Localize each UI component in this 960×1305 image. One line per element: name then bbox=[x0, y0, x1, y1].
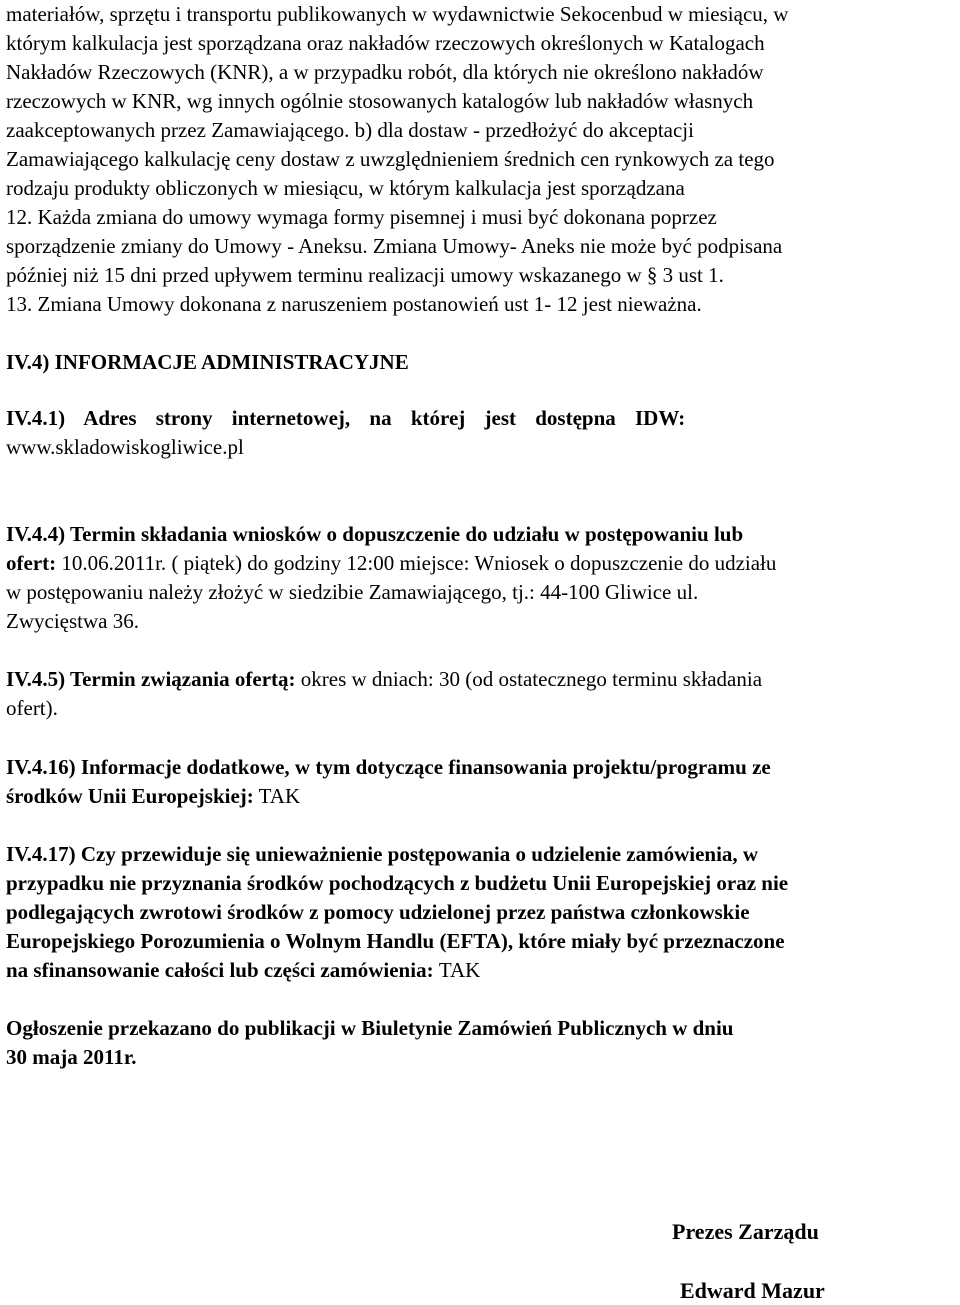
paragraph-line: sporządzenie zmiany do Umowy - Aneksu. Zmiana Umowy- Aneks nie może być podpisana bbox=[6, 234, 783, 258]
section-label: środków Unii Europejskiej: bbox=[6, 784, 254, 808]
section-heading: IV.4) INFORMACJE ADMINISTRACYJNE bbox=[6, 350, 409, 374]
section-value: TAK bbox=[438, 958, 481, 982]
section-iv-4-4 bbox=[6, 520, 956, 636]
deadline-date: 10.06.2011r. bbox=[61, 551, 167, 575]
section-iv-4-17 bbox=[6, 840, 956, 985]
intro-line: rzeczowych w KNR, wg innych ogólnie stosowanych katalogów lub nakładów własnych bbox=[6, 89, 754, 113]
paragraph-line: 12. Każda zmiana do umowy wymaga formy pisemnej i musi być dokonana poprzez bbox=[6, 205, 717, 229]
website-url: www.skladowiskogliwice.pl bbox=[6, 435, 244, 459]
section-line: Europejskiego Porozumienia o Wolnym Handlu (EFTA), które miały być przeznaczone bbox=[6, 929, 785, 953]
section-iv-4-5 bbox=[6, 665, 956, 723]
section-iv-4-16 bbox=[6, 753, 956, 811]
section-label: IV.4.16) Informacje dodatkowe, w tym dotyczące finansowania projektu/programu ze bbox=[6, 755, 771, 779]
section-text: w postępowaniu należy złożyć w siedzibie Zamawiającego, tj.: 44-100 Gliwice ul. bbox=[6, 580, 699, 604]
intro-line: którym kalkulacja jest sporządzana oraz nakładów rzeczowych określonych w Katalogach bbox=[6, 31, 765, 55]
intro-line: materiałów, sprzętu i transportu publikowanych w wydawnictwie Sekocenbud w miesiącu, w bbox=[6, 2, 789, 26]
signature-title: Prezes Zarządu bbox=[672, 1219, 819, 1244]
section-text: ( piątek) do godziny 12:00 miejsce: Wniosek o dopuszczenie do udziału bbox=[171, 551, 777, 575]
section-label: IV.4.1) Adres strony internetowej, na której jest dostępna IDW: bbox=[6, 406, 686, 430]
section-text: Zwycięstwa 36. bbox=[6, 609, 139, 633]
section-label: IV.4.4) Termin składania wniosków o dopuszczenie do udziału w postępowaniu lub bbox=[6, 522, 744, 546]
paragraph-line: później niż 15 dni przed upływem terminu realizacji umowy wskazanego w § 3 ust 1. bbox=[6, 263, 724, 287]
section-line: przypadku nie przyznania środków pochodzących z budżetu Unii Europejskiej oraz nie bbox=[6, 871, 789, 895]
section-line: na sfinansowanie całości lub części zamówienia: bbox=[6, 958, 434, 982]
signature-name: Edward Mazur bbox=[680, 1278, 825, 1303]
section-line: IV.4.17) Czy przewiduje się unieważnienie postępowania o udzielenie zamówienia, w bbox=[6, 842, 759, 866]
intro-line: rodzaju produkty obliczonych w miesiącu, w którym kalkulacja jest sporządzana bbox=[6, 176, 685, 200]
intro-paragraph bbox=[6, 0, 956, 203]
publication-date: 30 maja 2011r. bbox=[6, 1045, 137, 1069]
section-iv-4-1 bbox=[6, 404, 956, 462]
section-line: podlegających zwrotowi środków z pomocy udzielonej przez państwa członkowskie bbox=[6, 900, 750, 924]
section-label: ofert: bbox=[6, 551, 57, 575]
section-label: IV.4.5) Termin związania ofertą: bbox=[6, 667, 296, 691]
section-text: okres w dniach: 30 (od ostatecznego terminu składania bbox=[300, 667, 763, 691]
publication-line: Ogłoszenie przekazano do publikacji w Biuletynie Zamówień Publicznych w dniu bbox=[6, 1016, 734, 1040]
paragraph-13: 13. Zmiana Umowy dokonana z naruszeniem postanowień ust 1- 12 jest nieważna. bbox=[6, 292, 702, 316]
section-value: TAK bbox=[258, 784, 301, 808]
publication-notice bbox=[6, 1014, 956, 1072]
intro-line: Nakładów Rzeczowych (KNR), a w przypadku robót, dla których nie określono nakładów bbox=[6, 60, 764, 84]
section-text: ofert). bbox=[6, 696, 58, 720]
intro-line: zaakceptowanych przez Zamawiającego. b) dla dostaw - przedłożyć do akceptacji bbox=[6, 118, 694, 142]
intro-line: Zamawiającego kalkulację ceny dostaw z uwzględnieniem średnich cen rynkowych za tego bbox=[6, 147, 775, 171]
paragraph-12 bbox=[6, 203, 956, 290]
